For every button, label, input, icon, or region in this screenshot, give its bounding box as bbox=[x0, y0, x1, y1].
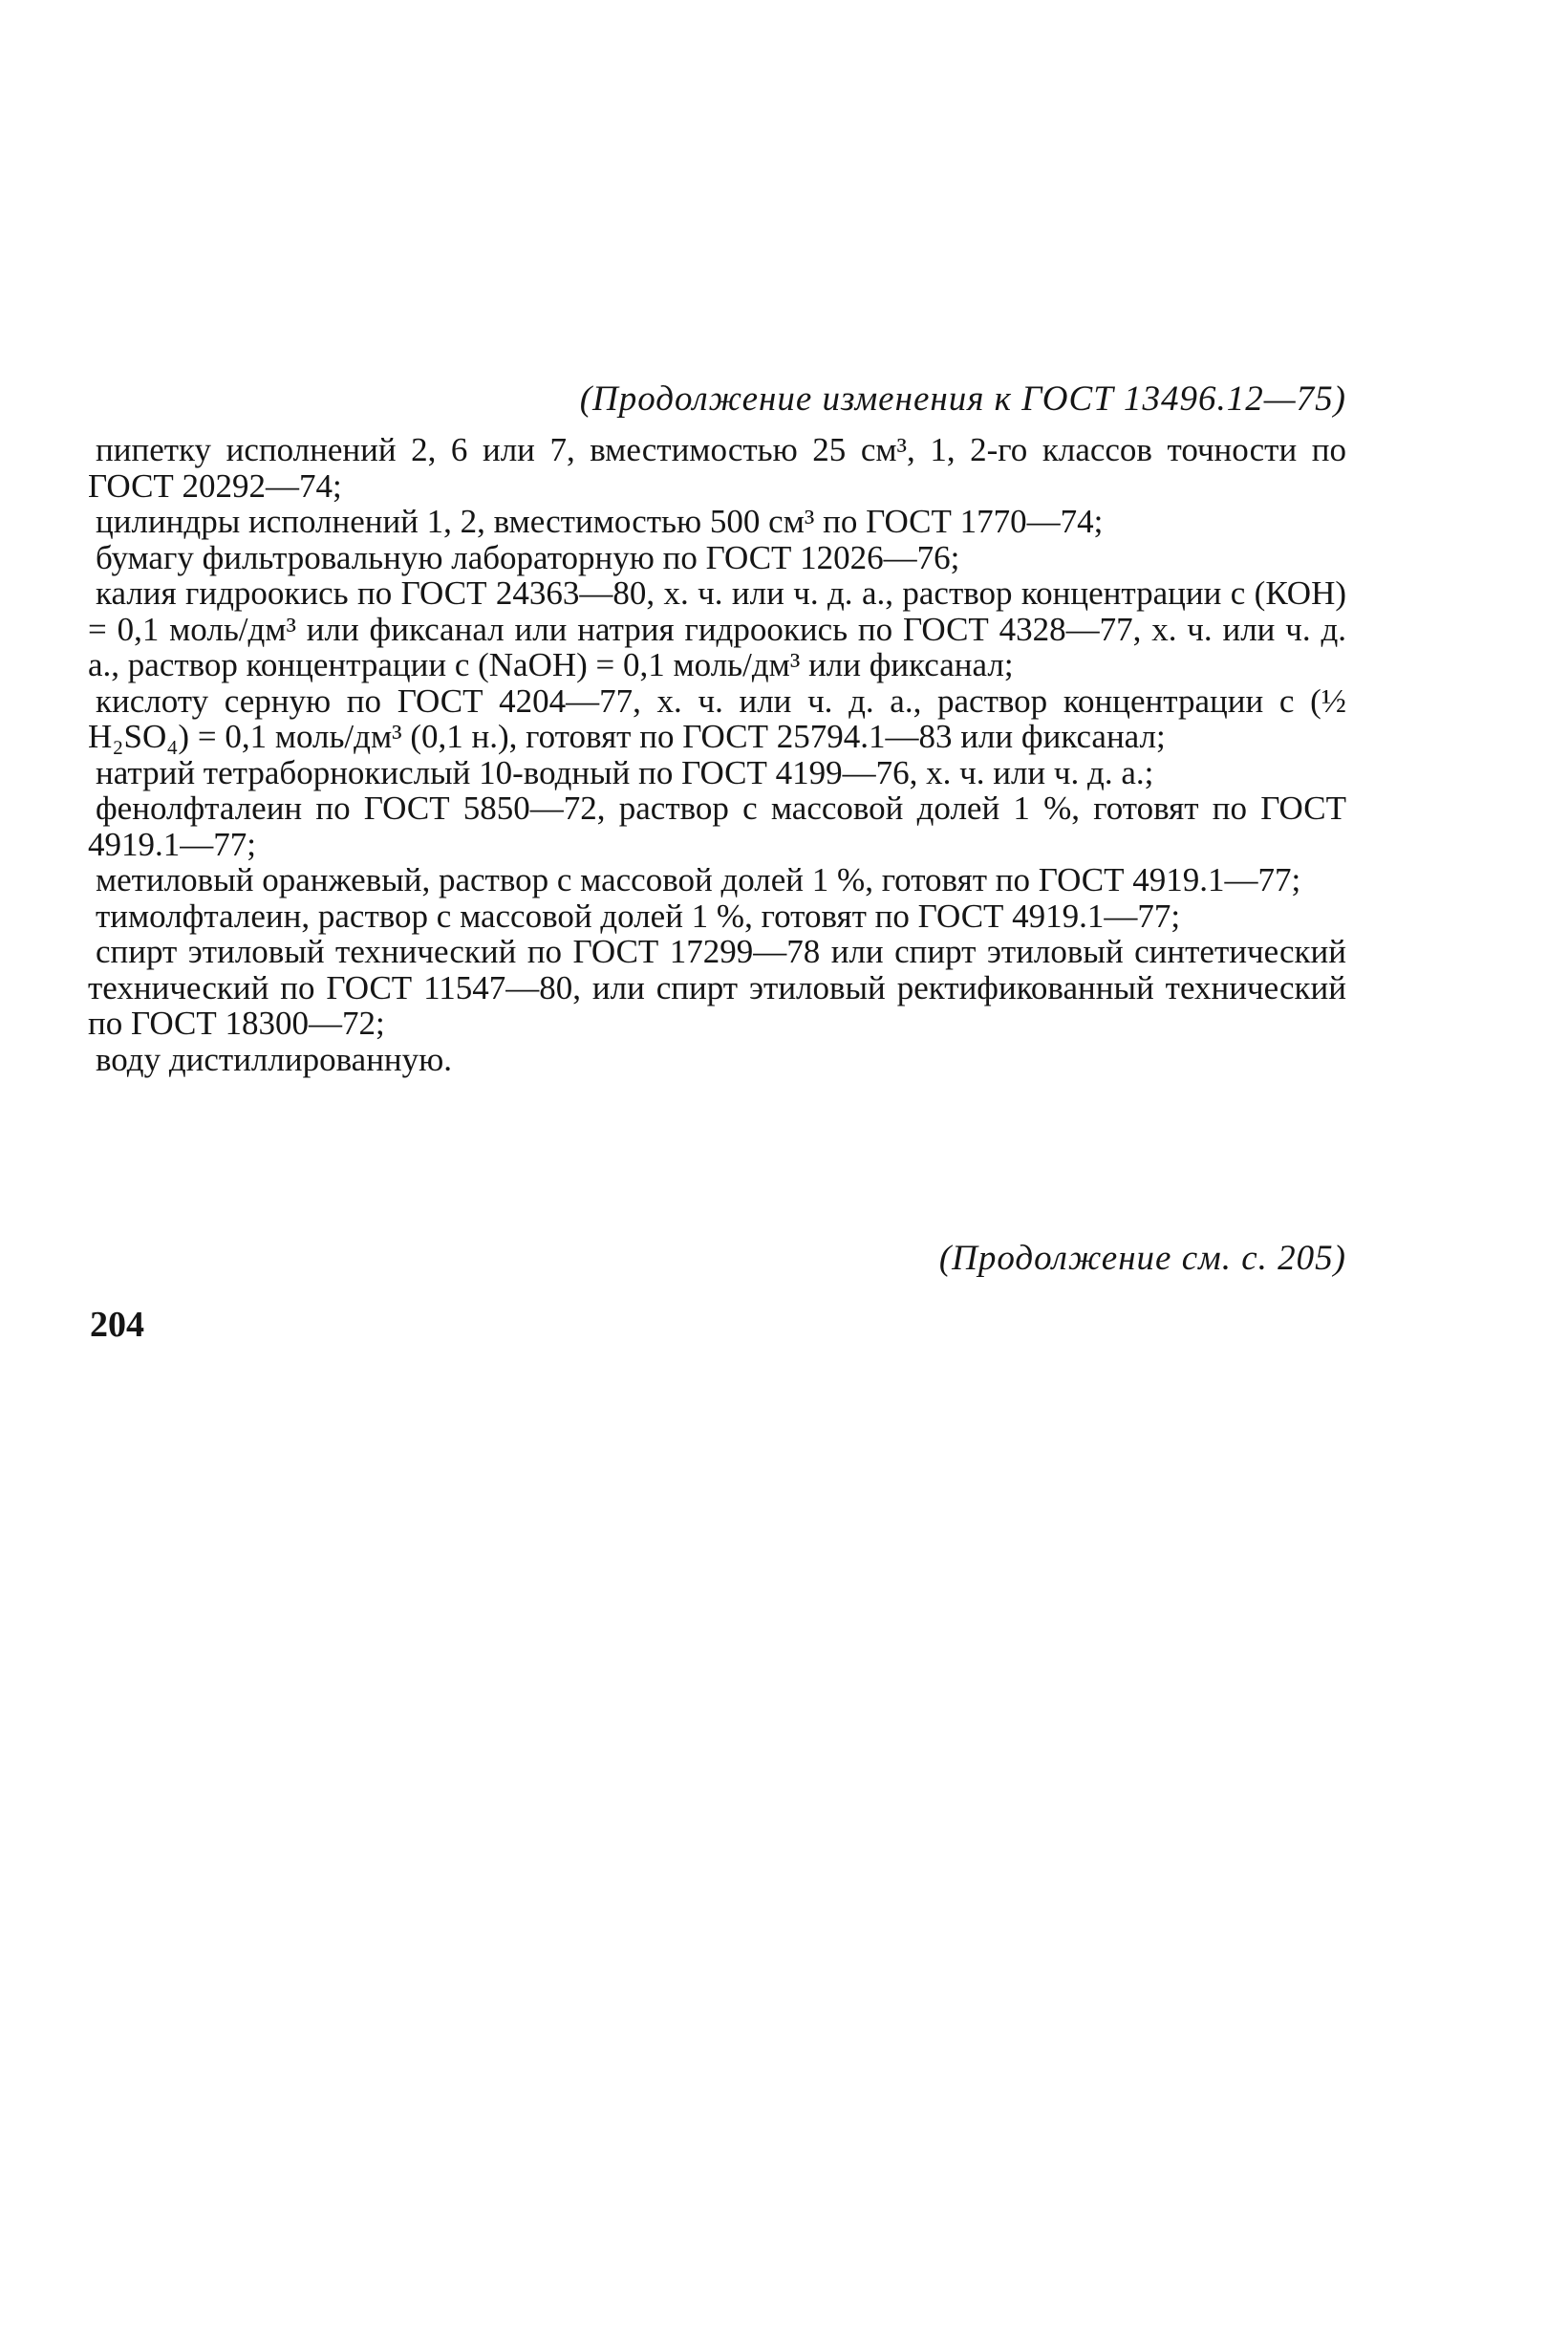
paragraph-sulfuric-acid: кислоту серную по ГОСТ 4204—77, х. ч. или ч. д. а., раствор концентрации c (½ H₂SO₄) = 0,1 моль/дм³ (0,1 н.), готовят по ГОСТ 25794.1—83 или фиксанал; bbox=[88, 681, 1346, 755]
paragraph-methyl-orange: метиловый оранжевый, раствор с массовой долей 1 %, готовят по ГОСТ 4919.1—77; bbox=[96, 861, 1301, 898]
continuation-header: (Продолжение изменения к ГОСТ 13496.12—75) bbox=[579, 379, 1346, 419]
paragraph-pipette: пипетку исполнений 2, 6 или 7, вместимостью 25 см³, 1, 2-го классов точности по ГОСТ 20292—74; bbox=[88, 431, 1346, 505]
paragraph-thymolphthalein: тимолфталеин, раствор с массовой долей 1 %, готовят по ГОСТ 4919.1—77; bbox=[96, 897, 1181, 935]
paragraph-filter-paper: бумагу фильтровальную лабораторную по ГОСТ 12026—76; bbox=[96, 538, 960, 576]
paragraph-cylinders: цилиндры исполнений 1, 2, вместимостью 500 см³ по ГОСТ 1770—74; bbox=[96, 503, 1104, 540]
continuation-footer: (Продолжение см. с. 205) bbox=[938, 1239, 1346, 1278]
paragraph-ethyl-alcohol: спирт этиловый технический по ГОСТ 17299—78 или спирт этиловый синтетический технический по ГОСТ 11547—80, или спирт этиловый ректификованный технический по ГОСТ 18300—72; bbox=[88, 933, 1346, 1042]
paragraph-sodium-tetraborate: натрий тетраборнокислый 10-водный по ГОСТ 4199—76, х. ч. или ч. д. а.; bbox=[96, 753, 1154, 791]
paragraph-phenolphthalein: фенолфталеин по ГОСТ 5850—72, раствор с массовой долей 1 %, готовят по ГОСТ 4919.1—77; bbox=[88, 789, 1346, 863]
paragraph-potassium-hydroxide: калия гидроокись по ГОСТ 24363—80, х. ч. или ч. д. а., раствор концентрации c (КОН) = 0,1 моль/дм³ или фиксанал или натрия гидроокись по ГОСТ 4328—77, х. ч. или ч. д. а., раствор концентрации c (NaOH) = 0,1 моль/дм³ или фиксанал; bbox=[88, 574, 1346, 683]
paragraph-distilled-water: воду дистиллированную. bbox=[96, 1040, 453, 1078]
reagent-list bbox=[88, 432, 1346, 1077]
page-number: 204 bbox=[90, 1305, 144, 1345]
